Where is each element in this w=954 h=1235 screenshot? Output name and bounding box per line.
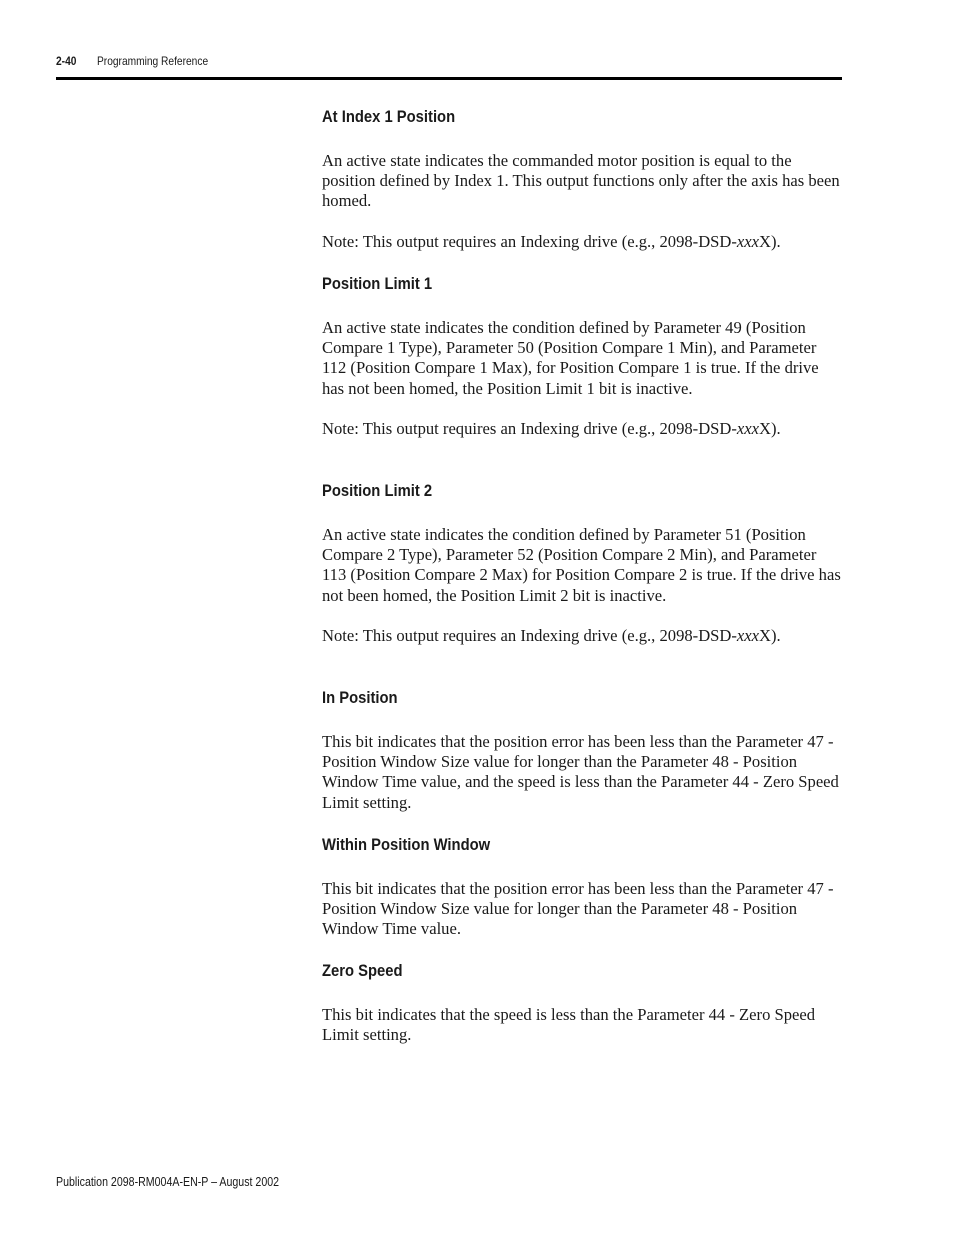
section-in-position [322, 688, 842, 813]
section-body: An active state indicates the condition defined by Parameter 49 (Position Compare 1 Type), Parameter 50 (Position Compare 1 Min), and Parameter 112 (Position Compare 1 Max), for Position Compare 1 is true. If the drive has not been homed, the Position Limit 1 bit is inactive. [322, 318, 819, 398]
section-body: This bit indicates that the speed is less than the Parameter 44 - Zero Speed Limit setting. [322, 1005, 816, 1045]
section-body: This bit indicates that the position error has been less than the Parameter 47 - Position Window Size value for longer than the Parameter 48 - Position Window Time value, and the speed is less than the Parameter 44 - Zero Speed Limit setting. [322, 732, 839, 812]
page-header [56, 52, 842, 80]
section-position-limit-1 [322, 274, 842, 439]
section-body: An active state indicates the condition defined by Parameter 51 (Position Compare 2 Type), Parameter 52 (Position Compare 2 Min), and Parameter 113 (Position Compare 2 Max) for Position Compare 2 is true. If the drive has not been homed, the Position Limit 2 bit is inactive. [322, 525, 841, 605]
section-heading: In Position [322, 688, 398, 707]
section-heading: Zero Speed [322, 961, 403, 980]
section-zero-speed [322, 961, 842, 1045]
page-footer: Publication 2098-RM004A-EN-P – August 2002 [56, 1175, 280, 1189]
section-note: Note: This output requires an Indexing drive (e.g., 2098-DSD-xxxX). [322, 625, 781, 645]
section-body: This bit indicates that the position error has been less than the Parameter 47 - Position Window Size value for longer than the Parameter 48 - Position Window Time value. [322, 879, 834, 939]
section-heading: Within Position Window [322, 835, 491, 854]
section-heading: At Index 1 Position [322, 107, 456, 126]
section-note: Note: This output requires an Indexing drive (e.g., 2098-DSD-xxxX). [322, 418, 781, 438]
section-position-limit-2 [322, 481, 842, 646]
section-within-position-window [322, 835, 842, 940]
header-section-title: Programming Reference [97, 54, 209, 68]
section-at-index-1-position [322, 107, 842, 252]
section-body: An active state indicates the commanded motor position is equal to the position defined by Index 1. This output functions only after the axis has been homed. [322, 151, 840, 211]
section-note: Note: This output requires an Indexing drive (e.g., 2098-DSD-xxxX). [322, 231, 781, 251]
section-heading: Position Limit 2 [322, 481, 433, 500]
section-heading: Position Limit 1 [322, 274, 433, 293]
page-number: 2-40 [56, 54, 77, 68]
